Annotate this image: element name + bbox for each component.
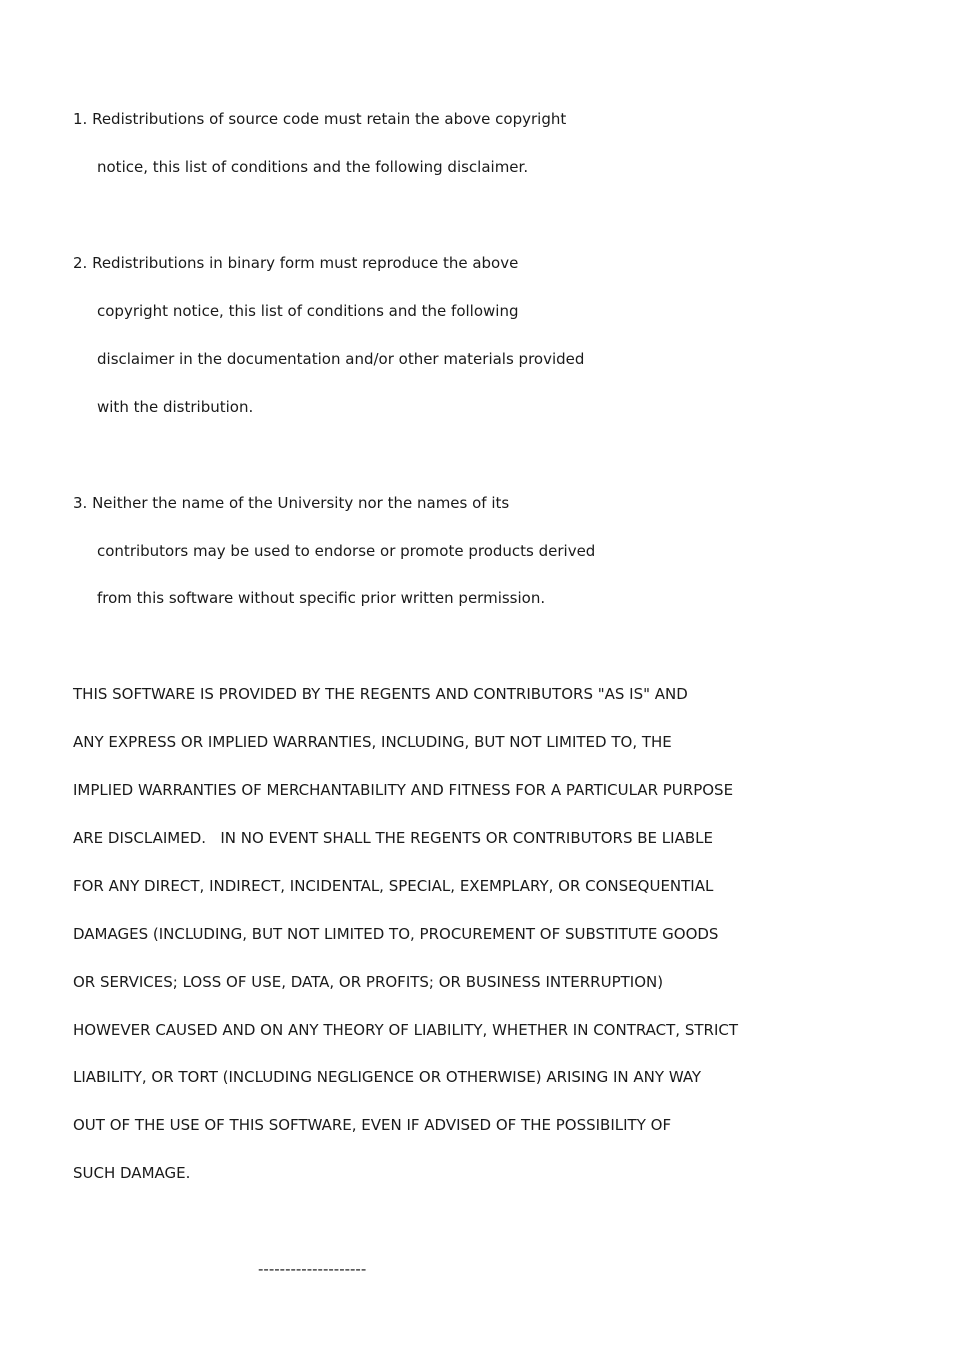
clause-1-line-2: notice, this list of conditions and the following disclaimer. [97,158,529,176]
separator-dashes: -------------------- [258,1260,367,1278]
clause-3-line-1: 3. Neither the name of the University nor the names of its [73,494,510,512]
disclaimer-line: THIS SOFTWARE IS PROVIDED BY THE REGENTS AND CONTRIBUTORS "AS IS" AND [73,685,688,703]
disclaimer-line: ANY EXPRESS OR IMPLIED WARRANTIES, INCLUDING, BUT NOT LIMITED TO, THE [73,733,672,751]
disclaimer-line: SUCH DAMAGE. [73,1164,191,1182]
disclaimer-line: FOR ANY DIRECT, INDIRECT, INCIDENTAL, SPECIAL, EXEMPLARY, OR CONSEQUENTIAL [73,877,714,895]
clause-2-line-3: disclaimer in the documentation and/or other materials provided [97,350,585,368]
disclaimer-line: ARE DISCLAIMED. IN NO EVENT SHALL THE REGENTS OR CONTRIBUTORS BE LIABLE [73,829,713,847]
disclaimer-line: IMPLIED WARRANTIES OF MERCHANTABILITY AND FITNESS FOR A PARTICULAR PURPOSE [73,781,734,799]
clause-2-line-4: with the distribution. [97,398,254,416]
disclaimer-line: OR SERVICES; LOSS OF USE, DATA, OR PROFITS; OR BUSINESS INTERRUPTION) [73,973,664,991]
disclaimer-line: DAMAGES (INCLUDING, BUT NOT LIMITED TO, PROCUREMENT OF SUBSTITUTE GOODS [73,925,719,943]
clause-1-line-1: 1. Redistributions of source code must retain the above copyright [73,110,567,128]
clause-3-line-2: contributors may be used to endorse or promote products derived [97,542,596,560]
clause-2-line-2: copyright notice, this list of conditions and the following [97,302,519,320]
disclaimer-line: HOWEVER CAUSED AND ON ANY THEORY OF LIABILITY, WHETHER IN CONTRACT, STRICT [73,1021,739,1039]
clause-3-line-3: from this software without specific prior written permission. [97,589,546,607]
disclaimer-line: LIABILITY, OR TORT (INCLUDING NEGLIGENCE OR OTHERWISE) ARISING IN ANY WAY [73,1068,702,1086]
disclaimer-line: OUT OF THE USE OF THIS SOFTWARE, EVEN IF ADVISED OF THE POSSIBILITY OF [73,1116,672,1134]
clause-2-line-1: 2. Redistributions in binary form must reproduce the above [73,254,519,272]
